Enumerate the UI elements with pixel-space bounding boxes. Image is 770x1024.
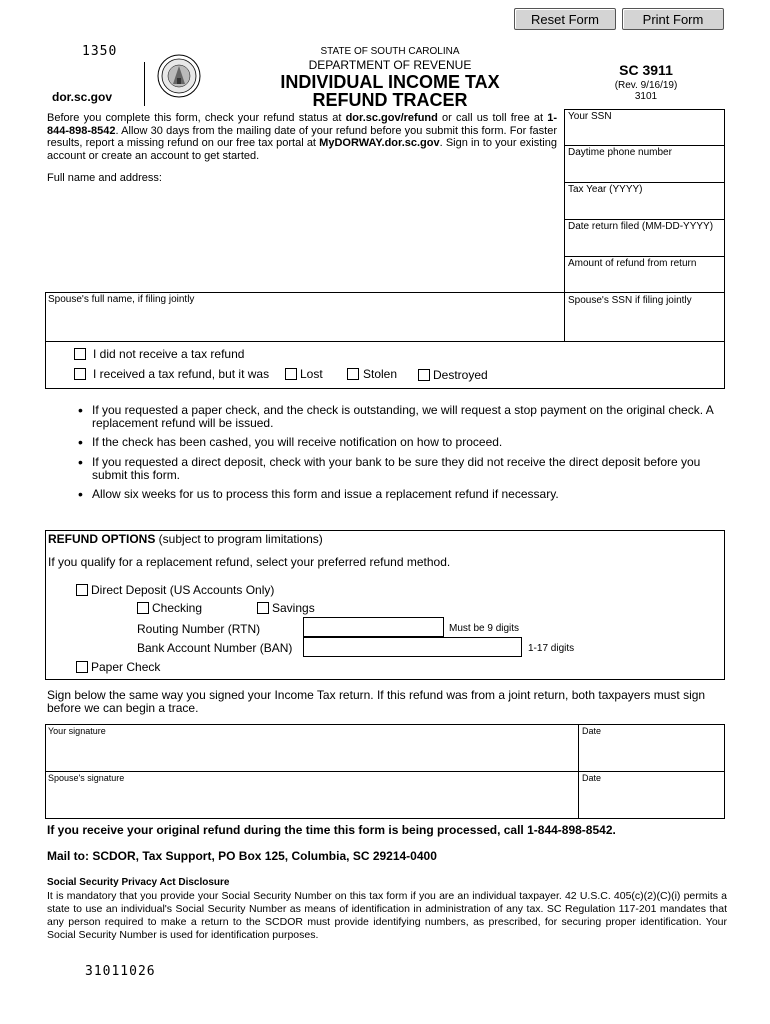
spouse-signature-label: Spouse's signature	[48, 773, 125, 783]
date-filed-input[interactable]	[566, 234, 722, 254]
checks-left-edge	[45, 341, 46, 389]
form-number: 3101	[634, 91, 658, 102]
lost-checkbox[interactable]	[285, 368, 297, 380]
state-seal-icon	[157, 54, 201, 98]
bullet-item: • If you requested a paper check, and the check is outstanding, we will request a stop payment on the original check. A replacement refund will be issued.	[92, 404, 722, 430]
date-label: Date	[582, 773, 602, 783]
intro-text-3: . Allow 30 days from the mailing date of your refund before you submit this form. For faster results, report a missing refund on our free tax portal at	[47, 124, 557, 149]
date-filed-label: Date return filed (MM-DD-YYYY)	[568, 221, 714, 232]
intro-text-1: Before you complete this form, check your refund status at	[47, 112, 346, 124]
received-checkbox[interactable]	[74, 368, 86, 380]
refund-status-link: dor.sc.gov/refund	[345, 112, 438, 124]
signature-date-input[interactable]	[582, 738, 722, 769]
field-line	[564, 145, 725, 146]
amount-input[interactable]	[566, 271, 722, 291]
spouse-date-input[interactable]	[582, 785, 722, 816]
destroyed-checkbox[interactable]	[418, 369, 430, 381]
form-id: SC 3911	[619, 62, 673, 78]
checking-label: Checking	[152, 601, 203, 615]
account-label: Bank Account Number (BAN)	[137, 641, 293, 655]
refund-options-title: REFUND OPTIONS	[48, 532, 156, 546]
qualify-text: If you qualify for a replacement refund, select your preferred refund method.	[48, 555, 451, 569]
header-divider	[144, 62, 145, 106]
spouse-ssn-input[interactable]	[566, 308, 722, 338]
barcode-number: 31011026	[85, 964, 156, 979]
received-label: I received a tax refund, but it was	[93, 367, 270, 381]
stolen-label: Stolen	[363, 367, 398, 381]
spouse-name-input[interactable]	[48, 307, 560, 339]
date-label: Date	[582, 726, 602, 736]
intro-text-4: . Sign in to your existing account or create an account to get started.	[47, 137, 557, 162]
not-received-label: I did not receive a tax refund	[93, 347, 245, 361]
tax-portal-link: MyDORWAY.dor.sc.gov	[319, 137, 440, 149]
ssn-label: Your SSN	[568, 111, 612, 122]
field-line	[564, 256, 725, 257]
routing-note: Must be 9 digits	[449, 623, 520, 634]
tax-year-input[interactable]	[566, 197, 722, 217]
direct-deposit-label: Direct Deposit (US Accounts Only)	[91, 583, 275, 597]
signature-row-divider	[45, 771, 725, 772]
direct-deposit-checkbox[interactable]	[76, 584, 88, 596]
intro-paragraph	[47, 112, 557, 162]
checks-bottom-line	[45, 388, 725, 389]
right-column-edge	[724, 109, 725, 341]
signature-instructions: Sign below the same way you signed your Income Tax return. If this refund was from a joint return, both taxpayers must sign before we can begin a trace.	[47, 688, 706, 715]
field-top-line	[564, 109, 725, 110]
savings-checkbox[interactable]	[257, 602, 269, 614]
intro-text-2: or call us toll free at	[437, 112, 548, 124]
savings-label: Savings	[272, 601, 315, 615]
phone-label: Daytime phone number	[568, 147, 672, 158]
print-form-button[interactable]: Print Form	[622, 8, 724, 30]
paper-check-checkbox[interactable]	[76, 661, 88, 673]
spouse-row-top-line	[45, 292, 725, 293]
your-signature-label: Your signature	[48, 726, 106, 736]
right-column-divider	[564, 109, 565, 341]
your-signature-input[interactable]	[48, 738, 574, 769]
routing-label: Routing Number (RTN)	[137, 622, 261, 636]
spouse-signature-input[interactable]	[48, 785, 574, 816]
account-number-input[interactable]	[303, 637, 522, 657]
field-line	[564, 182, 725, 183]
spouse-ssn-label: Spouse's SSN if filing jointly	[568, 295, 692, 306]
lost-label: Lost	[300, 367, 323, 381]
full-name-address-input[interactable]	[47, 186, 563, 290]
spouse-name-label: Spouse's full name, if filing jointly	[48, 294, 195, 305]
account-note: 1-17 digits	[528, 643, 575, 654]
amount-label: Amount of refund from return	[568, 258, 697, 269]
phone-input[interactable]	[566, 160, 722, 180]
form-title-line1: INDIVIDUAL INCOME TAX	[280, 72, 500, 92]
privacy-heading: Social Security Privacy Act Disclosure	[47, 877, 230, 888]
not-received-checkbox[interactable]	[74, 348, 86, 360]
privacy-text: It is mandatory that you provide your Social Security Number on this tax form if you are an individual taxpayer. 42 U.S.C. 405(c)(2)(C)(i) permits a state to use an individual's Social Security Number as means of identification in administration of any tax. SC Regulation 117-201 mandates that any person required to make a return to the SCDOR must provide identifying numbers, as prescribed, for securing proper identification. Your Social Security Number is used for identification purposes.	[47, 890, 727, 941]
bullet-item: • Allow six weeks for us to process this form and issue a replacement refund if necessary.	[92, 488, 722, 501]
revision-date: (Rev. 9/16/19)	[614, 80, 678, 91]
state-name: STATE OF SOUTH CAROLINA	[320, 46, 460, 57]
destroyed-label: Destroyed	[433, 368, 488, 382]
bullet-item: • If the check has been cashed, you will receive notification on how to proceed.	[92, 436, 722, 449]
mailing-address: Mail to: SCDOR, Tax Support, PO Box 125, Columbia, SC 29214-0400	[47, 849, 437, 863]
stolen-checkbox[interactable]	[347, 368, 359, 380]
reset-form-button[interactable]: Reset Form	[514, 8, 616, 30]
form-code: 1350	[82, 44, 118, 59]
tax-year-label: Tax Year (YYYY)	[568, 184, 643, 195]
refund-options-heading	[48, 532, 323, 546]
department-name: DEPARTMENT OF REVENUE	[308, 58, 472, 72]
ssn-input[interactable]	[566, 124, 722, 144]
spouse-row-bottom-line	[45, 341, 725, 342]
checking-checkbox[interactable]	[137, 602, 149, 614]
toll-free-number: 1-844-898-8542	[47, 112, 557, 137]
full-name-label: Full name and address:	[47, 172, 162, 184]
original-refund-notice: If you receive your original refund during the time this form is being processed, call 1-844-898-8542.	[47, 823, 616, 837]
field-line	[564, 219, 725, 220]
refund-options-note: (subject to program limitations)	[155, 532, 323, 546]
checks-right-edge	[724, 341, 725, 389]
bullet-item: • If you requested a direct deposit, check with your bank to be sure they did not receive the direct deposit before you submit this form.	[92, 456, 722, 482]
paper-check-label: Paper Check	[91, 660, 161, 674]
routing-number-input[interactable]	[303, 617, 444, 637]
website-label: dor.sc.gov	[52, 90, 113, 104]
form-title-line2: REFUND TRACER	[312, 90, 468, 110]
spouse-row-left-edge	[45, 292, 46, 342]
